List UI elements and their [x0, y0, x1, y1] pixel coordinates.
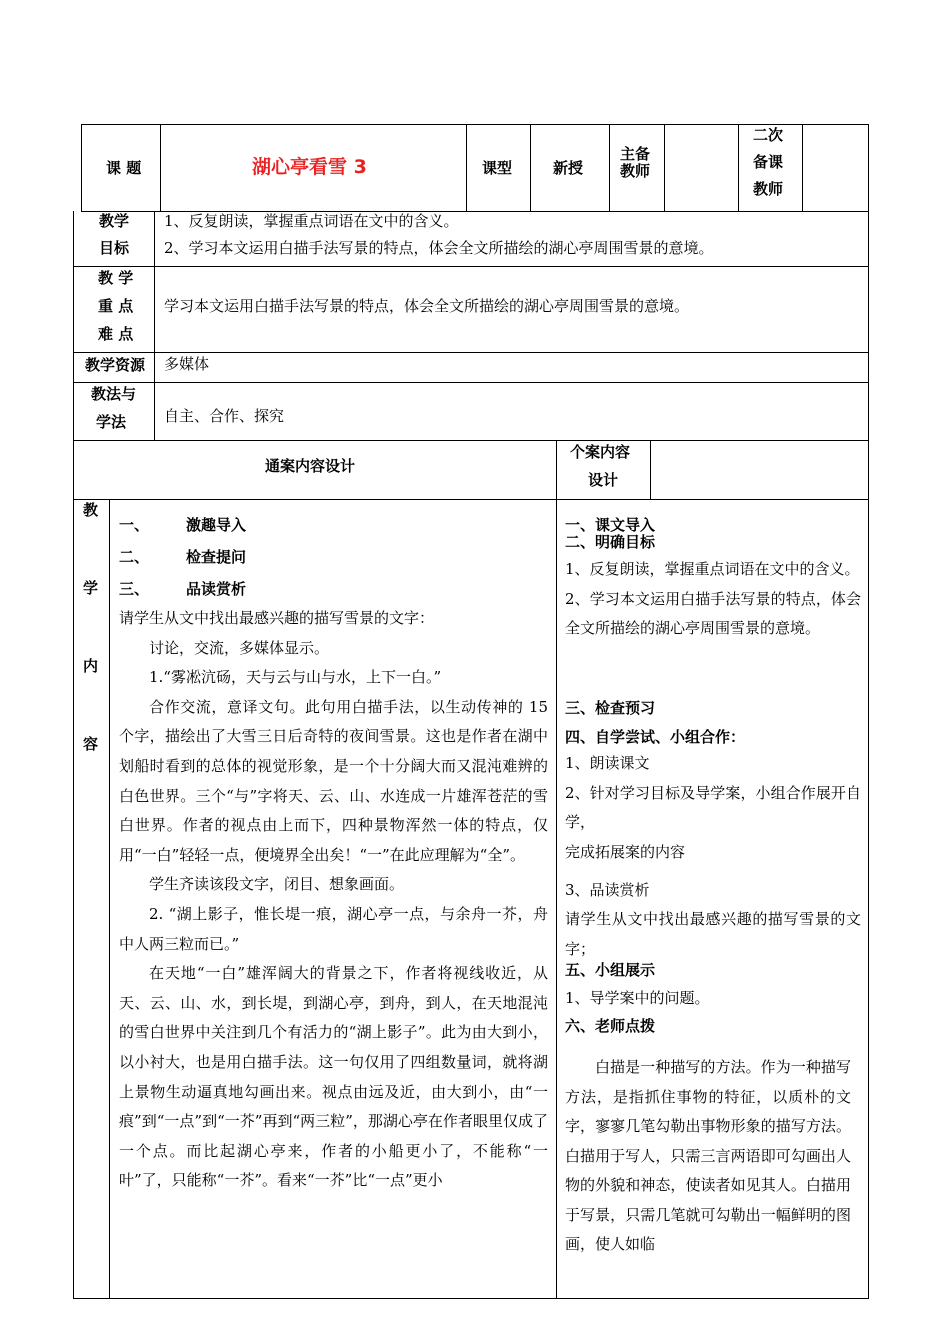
paragraph: 1、反复朗读，掌握重点词语在文中的含义。	[565, 560, 860, 578]
focus-content: 学习本文运用白描手法写景的特点，体会全文所描绘的湖心亭周围雪景的意境。	[164, 297, 690, 315]
content-label-char: 教	[83, 501, 99, 519]
right-heading: 四、自学尝试、小组合作：	[565, 728, 746, 746]
table-rule	[868, 211, 869, 441]
individual-design-label: 设计	[588, 471, 619, 489]
paragraph: 1.“雾凇沆砀，天与云与山与水，上下一白。”	[149, 668, 442, 687]
methods-label: 学法	[96, 413, 127, 431]
table-rule	[73, 382, 869, 383]
table-rule	[109, 499, 110, 1299]
individual-design-label: 个案内容	[570, 443, 631, 461]
table-rule	[556, 440, 557, 500]
lesson-type-value: 新授	[553, 159, 584, 177]
table-rule	[868, 499, 869, 1299]
main-teacher-label: 主备	[620, 145, 651, 163]
table-rule	[556, 499, 557, 1299]
topic-label: 课 题	[106, 159, 142, 177]
focus-label: 教 学	[98, 269, 134, 287]
section-number: 二、	[119, 548, 150, 566]
table-rule	[73, 1298, 869, 1299]
goals-label: 教学	[99, 212, 130, 230]
right-steps	[565, 749, 861, 867]
main-teacher-label: 教师	[620, 162, 651, 180]
table-rule	[81, 124, 869, 125]
section-number: 一、	[119, 516, 150, 534]
table-rule	[160, 124, 161, 212]
second-teacher-label: 二次	[753, 126, 784, 144]
section-heading: 品读赏析	[186, 580, 247, 598]
table-rule	[73, 266, 869, 267]
common-design-label: 通案内容设计	[265, 457, 356, 475]
table-rule	[73, 211, 74, 441]
right-step: 1、导学案中的问题。	[565, 989, 710, 1007]
table-rule	[609, 124, 610, 212]
right-step	[565, 905, 861, 964]
paragraph: 1、朗读课文	[565, 754, 650, 772]
paragraph: 讨论，交流，多媒体显示。	[149, 638, 330, 657]
goal-item: 2、学习本文运用白描手法写景的特点，体会全文所描绘的湖心亭周围雪景的意境。	[164, 239, 714, 257]
right-heading: 三、检查预习	[565, 699, 656, 717]
table-rule	[466, 124, 467, 212]
paragraph: 2、学习本文运用白描手法写景的特点，体会全文所描绘的湖心亭周围雪景的意境。	[565, 589, 861, 637]
section-heading: 检查提问	[186, 548, 247, 566]
paragraph: 白描是一种描写的方法。作为一种描写方法，是指抓住事物的特征，以质朴的文字，寥寥几笔勾勒出事物形象的描写方法。白描用于写人，只需三言两语即可勾画出人物的外貌和神态，使读者如见其人。白描用于写景，只需几笔就可勾勒出一幅鲜明的图画，使人如临	[565, 1058, 851, 1253]
left-body	[119, 604, 548, 1196]
lesson-type-label: 课型	[482, 159, 513, 177]
goal-item: 1、反复朗读，掌握重点词语在文中的含义。	[164, 212, 459, 230]
right-heading: 六、老师点拨	[565, 1017, 656, 1035]
right-explanation	[565, 1053, 851, 1260]
table-rule	[802, 124, 803, 212]
paragraph: 学生齐读该段文字，闭目、想象画面。	[149, 875, 405, 894]
methods-content: 自主、合作、探究	[164, 407, 285, 425]
right-step: 3、品读赏析	[565, 881, 650, 899]
paragraph: 完成拓展案的内容	[565, 842, 686, 861]
table-rule	[73, 499, 74, 1299]
right-heading: 五、小组展示	[565, 961, 656, 979]
goals-label: 目标	[99, 239, 130, 257]
focus-label: 难 点	[98, 325, 134, 343]
table-rule	[73, 352, 869, 353]
methods-label: 教法与	[91, 385, 137, 403]
paragraph: 2. “湖上影子，惟长堤一痕，湖心亭一点，与余舟一芥，舟中人两三粒而已。”	[119, 904, 548, 953]
resources-label: 教学资源	[85, 356, 146, 374]
paragraph: 请学生从文中找出最感兴趣的描写雪景的文字；	[565, 910, 861, 958]
focus-label: 重 点	[98, 297, 134, 315]
paragraph: 合作交流，意译文句。此句用白描手法，以生动传神的 15 个字，描绘出了大雪三日后奇特的夜间雪景。这也是作者在湖中划船时看到的总体的视觉形象，是一个十分阔大而又混沌难辨的白色世界。三个“与”字将天、云、山、水连成一片雄浑苍茫的雪白世界。作者的视点由上而下，四种景物浑然一体的特点，仅用“一白”轻轻一点，便境界全出矣！“一”在此应理解为“全”。	[119, 697, 548, 864]
content-label-char: 学	[83, 579, 99, 597]
table-rule	[81, 124, 82, 212]
table-rule	[738, 124, 739, 212]
section-heading: 激趣导入	[186, 516, 247, 534]
table-rule	[650, 440, 651, 500]
table-rule	[73, 440, 869, 441]
table-rule	[73, 499, 869, 500]
resources-content: 多媒体	[164, 355, 210, 373]
content-label-char: 容	[83, 735, 99, 753]
right-heading: 二、明确目标	[565, 533, 656, 551]
table-rule	[868, 440, 869, 500]
table-rule	[530, 124, 531, 212]
section-number: 三、	[119, 580, 150, 598]
lesson-title: 湖心亭看雪 3	[252, 156, 367, 178]
paragraph: 2、针对学习目标及导学案，小组合作展开自学，	[565, 783, 861, 831]
paragraph: 在天地“一白”雄浑阔大的背景之下，作者将视线收近，从天、云、山、水，到长堤，到湖心亭，到舟，到人，在天地混沌的雪白世界中关注到几个有活力的“湖上影子”。此为由大到小，以小衬大，也是用白描手法。这一句仅用了四组数量词，就将湖上景物生动逼真地勾画出来。视点由远及近，由大到小，由“一痕”到“一点”到“一芥”再到“两三粒”，那湖心亭在作者眼里仅成了一个点。而比起湖心亭来，作者的小船更小了，不能称“一叶”了，只能称“一芥”。看来“一芥”比“一点”更小	[119, 964, 548, 1190]
content-label-char: 内	[83, 657, 99, 675]
second-teacher-label: 备课	[753, 153, 784, 171]
right-goals	[565, 555, 861, 644]
second-teacher-label: 教师	[753, 180, 784, 198]
table-rule	[154, 211, 155, 441]
paragraph: 请学生从文中找出最感兴趣的描写雪景的文字：	[119, 609, 435, 627]
right-heading: 一、课文导入	[565, 516, 656, 534]
table-rule	[868, 124, 869, 212]
table-rule	[73, 440, 74, 500]
table-rule	[664, 124, 665, 212]
